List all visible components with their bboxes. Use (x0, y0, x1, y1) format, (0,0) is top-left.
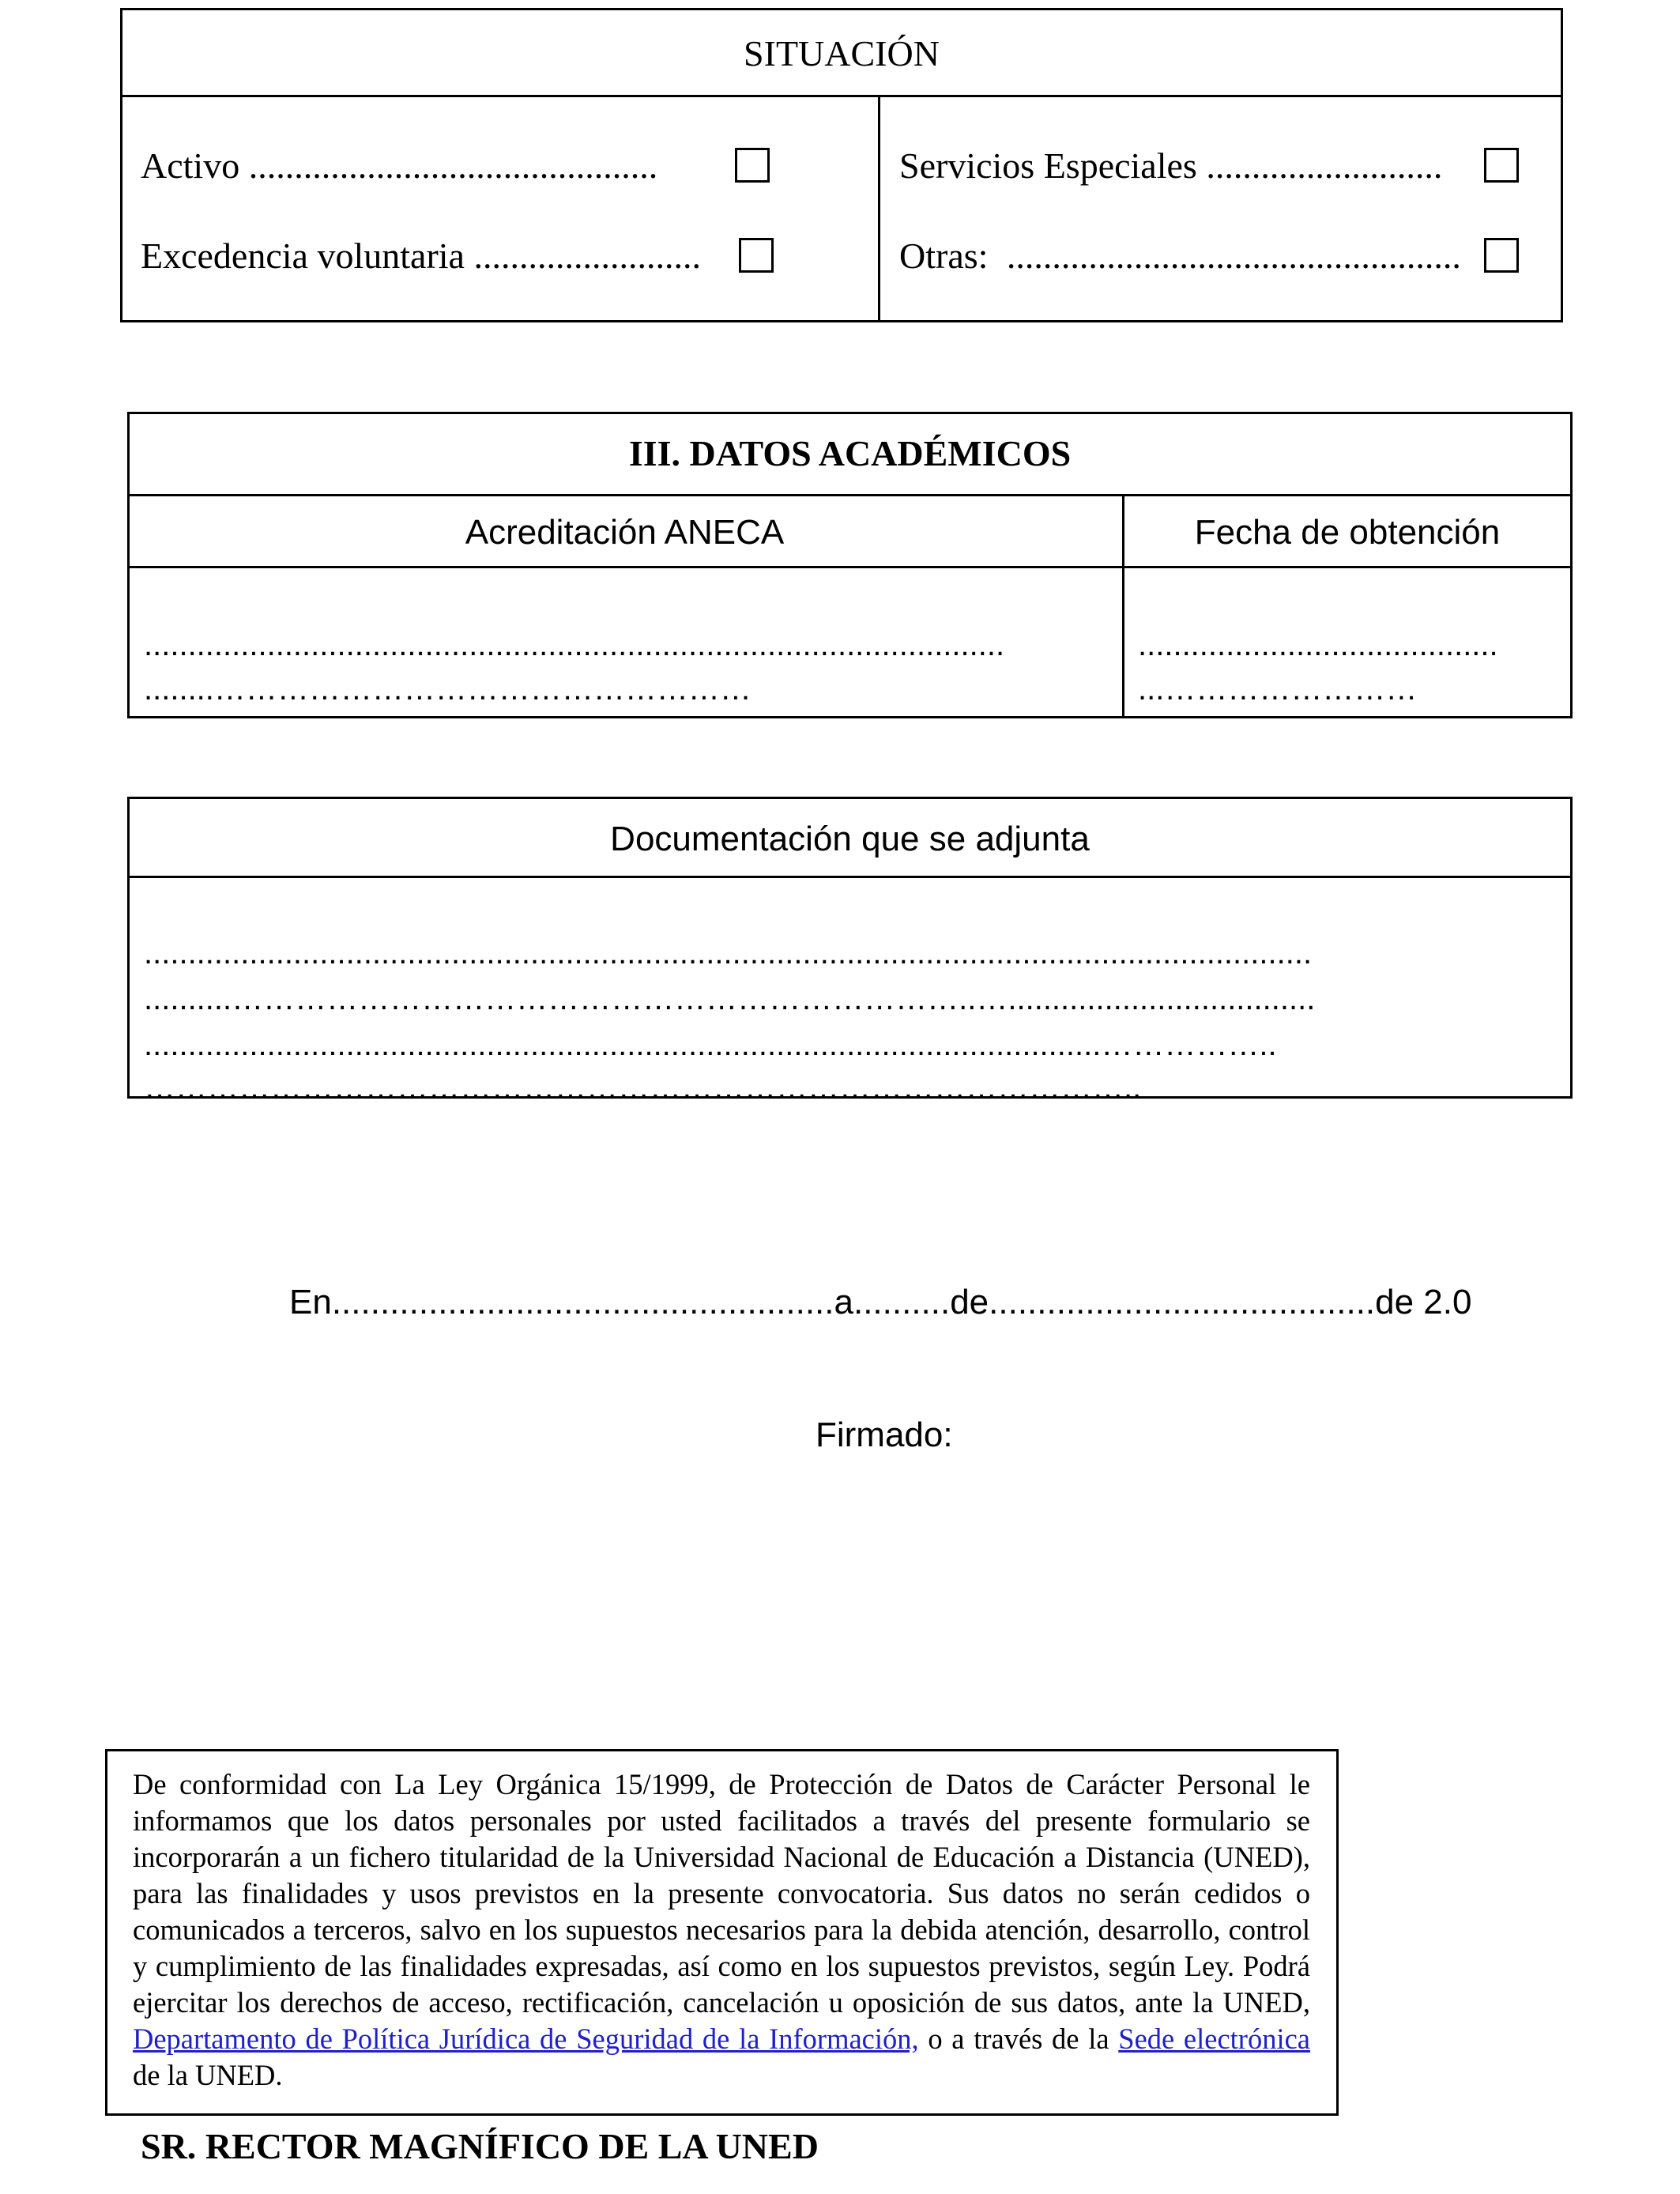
privacy-notice-text (133, 1766, 1310, 2094)
otras-label: Otras: (899, 236, 989, 276)
servicios-option (899, 144, 1482, 188)
documentacion-entry-line-3[interactable]: .............................................................................................................…………….. (144, 1027, 1277, 1062)
activo-option (141, 144, 725, 188)
datos-header-divider (127, 566, 1573, 568)
situacion-column-divider (878, 95, 880, 322)
excedencia-option (141, 234, 737, 278)
sede-electronica-link[interactable]: Sede electrónica (1118, 2022, 1310, 2055)
situacion-title: SITUACIÓN (744, 33, 940, 74)
servicios-checkbox[interactable] (1484, 148, 1519, 183)
documentacion-entry-line-2[interactable]: ..........……………………………………………………………..…................................... (144, 982, 1316, 1016)
fecha-obtencion-entry-line-1[interactable]: ......................................... (1138, 628, 1498, 662)
privacy-policy-department-link[interactable]: Departamento de Política Jurídica de Seguridad de la Información, (133, 2022, 919, 2055)
documentacion-title-divider (127, 876, 1573, 878)
fecha-obtencion-entry-line-2[interactable]: ...…………………… (1138, 672, 1418, 707)
privacy-text-before: De conformidad con La Ley Orgánica 15/1999, de Protección de Datos de Carácter Personal le informamos que los datos personales por usted facilitados a través del presente formulario se incorporarán a un fichero titularidad de la Universidad Nacional de Educación a Distancia (UNED), para las finalidades y usos previstos en la presente convocatoria. Sus datos no serán cedidos o comunicados a terceros, salvo en los supuestos necesarios para la debida atención, desarrollo, control y cumplimiento de las finalidades expresadas, así como en los supuestos previstos, según Ley. Podrá ejercitar los derechos de acceso, rectificación, cancelación u oposición de sus datos, ante la UNED, (133, 1768, 1310, 2019)
activo-label: Activo (141, 145, 240, 186)
otras-leader-dots: .................................................. (1006, 236, 1461, 276)
activo-leader-dots: ............................................. (248, 145, 658, 186)
acreditacion-entry-line-1[interactable]: .................................................................................................. (144, 628, 1005, 662)
firmado-label: Firmado: (816, 1416, 953, 1454)
datos-title-divider (127, 494, 1573, 496)
excedencia-label: Excedencia voluntaria (141, 236, 465, 276)
servicios-leader-dots: .......................... (1206, 145, 1443, 186)
otras-option (899, 234, 1482, 278)
situacion-header-divider (120, 95, 1563, 97)
activo-checkbox[interactable] (735, 148, 770, 183)
otras-checkbox[interactable] (1484, 238, 1519, 273)
privacy-text-after: de la UNED. (133, 2059, 283, 2091)
privacy-text-middle: o a través de la (918, 2022, 1119, 2055)
acreditacion-entry-line-2[interactable]: ........…………………………………………… (144, 672, 751, 707)
addressee: SR. RECTOR MAGNÍFICO DE LA UNED (141, 2126, 819, 2166)
documentacion-entry-line-4[interactable]: ………………………………………………………………………………….. (144, 1070, 1142, 1105)
excedencia-leader-dots: ......................... (473, 236, 701, 276)
documentacion-entry-line-1[interactable]: ..................................................................................................................................... (144, 936, 1313, 971)
acreditacion-header: Acreditación ANECA (465, 513, 785, 552)
excedencia-checkbox[interactable] (739, 238, 774, 273)
servicios-label: Servicios Especiales (899, 145, 1197, 186)
fecha-obtencion-header: Fecha de obtención (1194, 513, 1501, 552)
datos-academicos-title: III. DATOS ACADÉMICOS (628, 433, 1072, 473)
documentacion-title: Documentación que se adjunta (610, 820, 1090, 858)
place-date-line[interactable]: En....................................................a..........de........................................de 2.0 (289, 1283, 1472, 1321)
